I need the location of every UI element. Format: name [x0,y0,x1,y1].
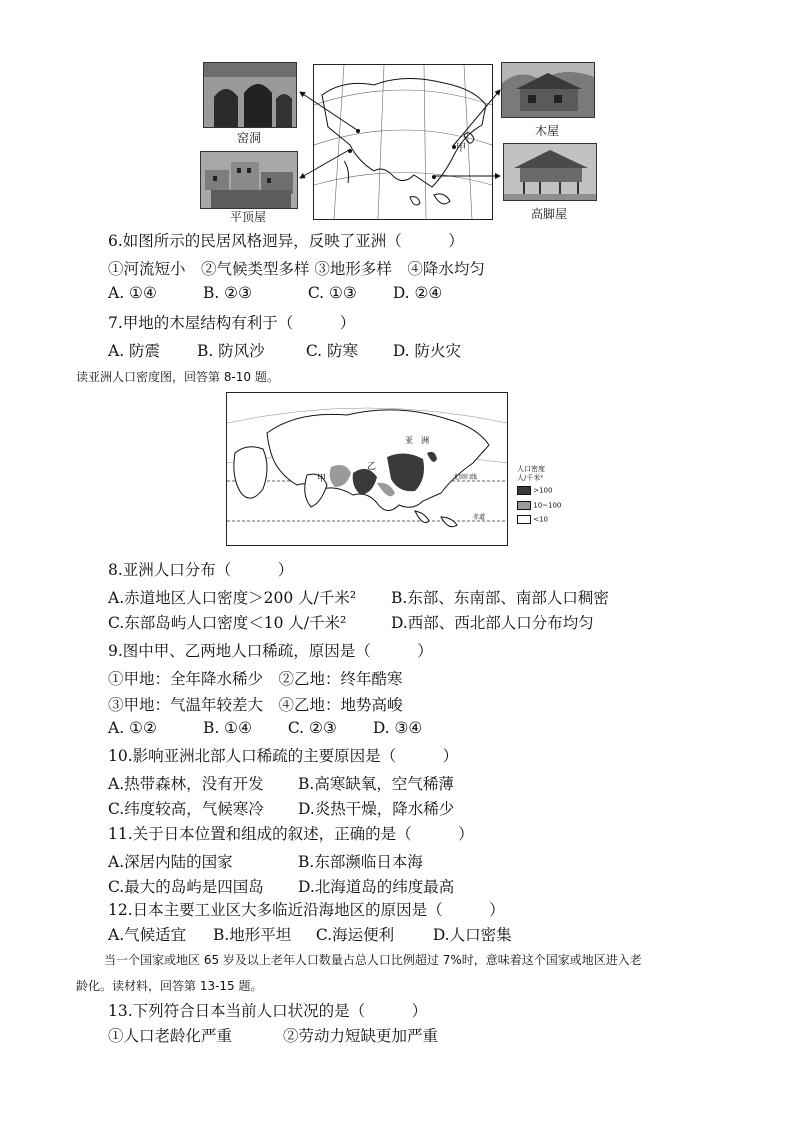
q7-choice-c[interactable]: C. 防寒 [305,342,359,360]
legend-high [517,486,577,496]
q8-stem: 8.亚洲人口分布（ ） [108,561,294,579]
label-equator: 赤道 [473,514,486,521]
q7-choice-b[interactable]: B. 防风沙 [196,342,265,360]
map-legend [517,465,577,525]
q9-stem: 9.图中甲、乙两地人口稀疏，原因是（ ） [108,642,433,660]
legend-medium-label: 10~100 [533,501,562,509]
label-yi: 乙 [367,462,377,472]
instruction-13-15-line1: 当一个国家或地区 65 岁及以上老年人口数量占总人口比例超过 7%时，意味着这个国家或地区进入老 [104,953,642,967]
q13-item-2: ②劳动力短缺更加严重 [283,1027,439,1045]
q7-choices [108,339,461,361]
map-asia-population [226,392,562,546]
q10-choice-b[interactable]: B.高寒缺氧，空气稀薄 [298,775,454,793]
q12-choice-d[interactable]: D.人口密集 [432,926,512,944]
q6-choices [108,284,442,302]
q9-choice-a[interactable]: A. ①② [108,719,157,737]
q8-choice-d[interactable]: D.西部、西北部人口分布均匀 [391,614,594,632]
q11-stem: 11.关于日本位置和组成的叙述，正确的是（ ） [108,825,474,843]
q12-stem: 12.日本主要工业区大多临近沿海地区的原因是（ ） [108,901,505,919]
label-jia: 甲 [317,474,327,484]
q10-stem: 10.影响亚洲北部人口稀疏的主要原因是（ ） [108,747,459,765]
label-asia: 亚 洲 [405,436,429,445]
q11-choice-c[interactable]: C.最大的岛屿是四国岛 [108,878,264,896]
q7-choice-a[interactable]: A. 防震 [108,342,161,360]
caption-flat-roof-house: 平顶屋 [229,210,266,224]
legend-title-2: 人/千米² [517,474,544,482]
q12-choice-b[interactable]: B.地形平坦 [212,926,292,944]
q9-choice-b[interactable]: B. ①④ [202,719,252,737]
q6-stem: 6.如图所示的民居风格迥异，反映了亚洲（ ） [108,232,464,250]
q6-choice-a[interactable]: A. ①④ [108,284,157,302]
photo-stilt-house [503,143,597,201]
q10-choice-d[interactable]: D.炎热干燥，降水稀少 [298,800,455,818]
legend-low [517,515,577,525]
q7-stem: 7.甲地的木屋结构有利于（ ） [108,314,356,332]
q9-items-1: ①甲地：全年降水稀少 ②乙地：终年酷寒 [108,670,403,688]
q9-items-2: ③甲地：气温年较差大 ④乙地：地势高峻 [108,696,403,714]
instruction-13-15-line2: 龄化。读材料，回答第 13-15 题。 [76,979,263,993]
legend-medium [517,501,577,511]
figure-arrows [0,0,794,225]
q12-choice-c[interactable]: C.海运便利 [315,926,395,944]
q10-choice-c[interactable]: C.纬度较高，气候寒冷 [108,800,264,818]
q9-choice-c[interactable]: C. ②③ [287,719,337,737]
legend-high-label: >100 [533,486,553,495]
q9-choice-d[interactable]: D. ③④ [372,719,423,737]
legend-title-1: 人口密度 [517,465,545,473]
photo-wooden-house [501,62,595,118]
q7-choice-d[interactable]: D. 防火灾 [392,342,462,360]
q6-choice-d[interactable]: D. ②④ [392,284,443,302]
q13-stem: 13.下列符合日本当前人口状况的是（ ） [108,1002,428,1020]
q8-choice-a[interactable]: A.赤道地区人口密度＞200 人/千米² [108,589,357,607]
q8-choice-b[interactable]: B.东部、东南部、南部人口稠密 [391,589,609,607]
q11-choice-b[interactable]: B.东部濒临日本海 [298,853,423,871]
label-tropic-of-cancer: 北回归线 [453,474,478,481]
q11-choice-d[interactable]: D.北海道岛的纬度最高 [298,878,455,896]
caption-stilt-house: 高脚屋 [530,207,567,221]
q10-choice-a[interactable]: A.热带森林，没有开发 [108,775,264,793]
q6-items: ①河流短小 ②气候类型多样 ③地形多样 ④降水均匀 [108,260,485,278]
q9-choices [108,719,422,737]
q6-choice-b[interactable]: B. ②③ [202,284,252,302]
q8-choice-c[interactable]: C.东部岛屿人口密度＜10 人/千米² [108,614,347,632]
q13-item-1: ①人口老龄化严重 [108,1027,233,1045]
legend-low-label: <10 [533,515,549,524]
figure-dwellings [0,0,794,225]
q11-choice-a[interactable]: A.深居内陆的国家 [108,853,233,871]
q12-choice-a[interactable]: A.气候适宜 [108,926,187,944]
caption-cave-dwelling: 窑洞 [236,131,261,145]
map-label-jia: 甲 [456,143,466,154]
q6-choice-c[interactable]: C. ①③ [307,284,357,302]
instruction-8-10: 读亚洲人口密度图，回答第 8-10 题。 [76,370,279,384]
q12-choices [108,923,512,945]
caption-wooden-house: 木屋 [534,124,559,138]
